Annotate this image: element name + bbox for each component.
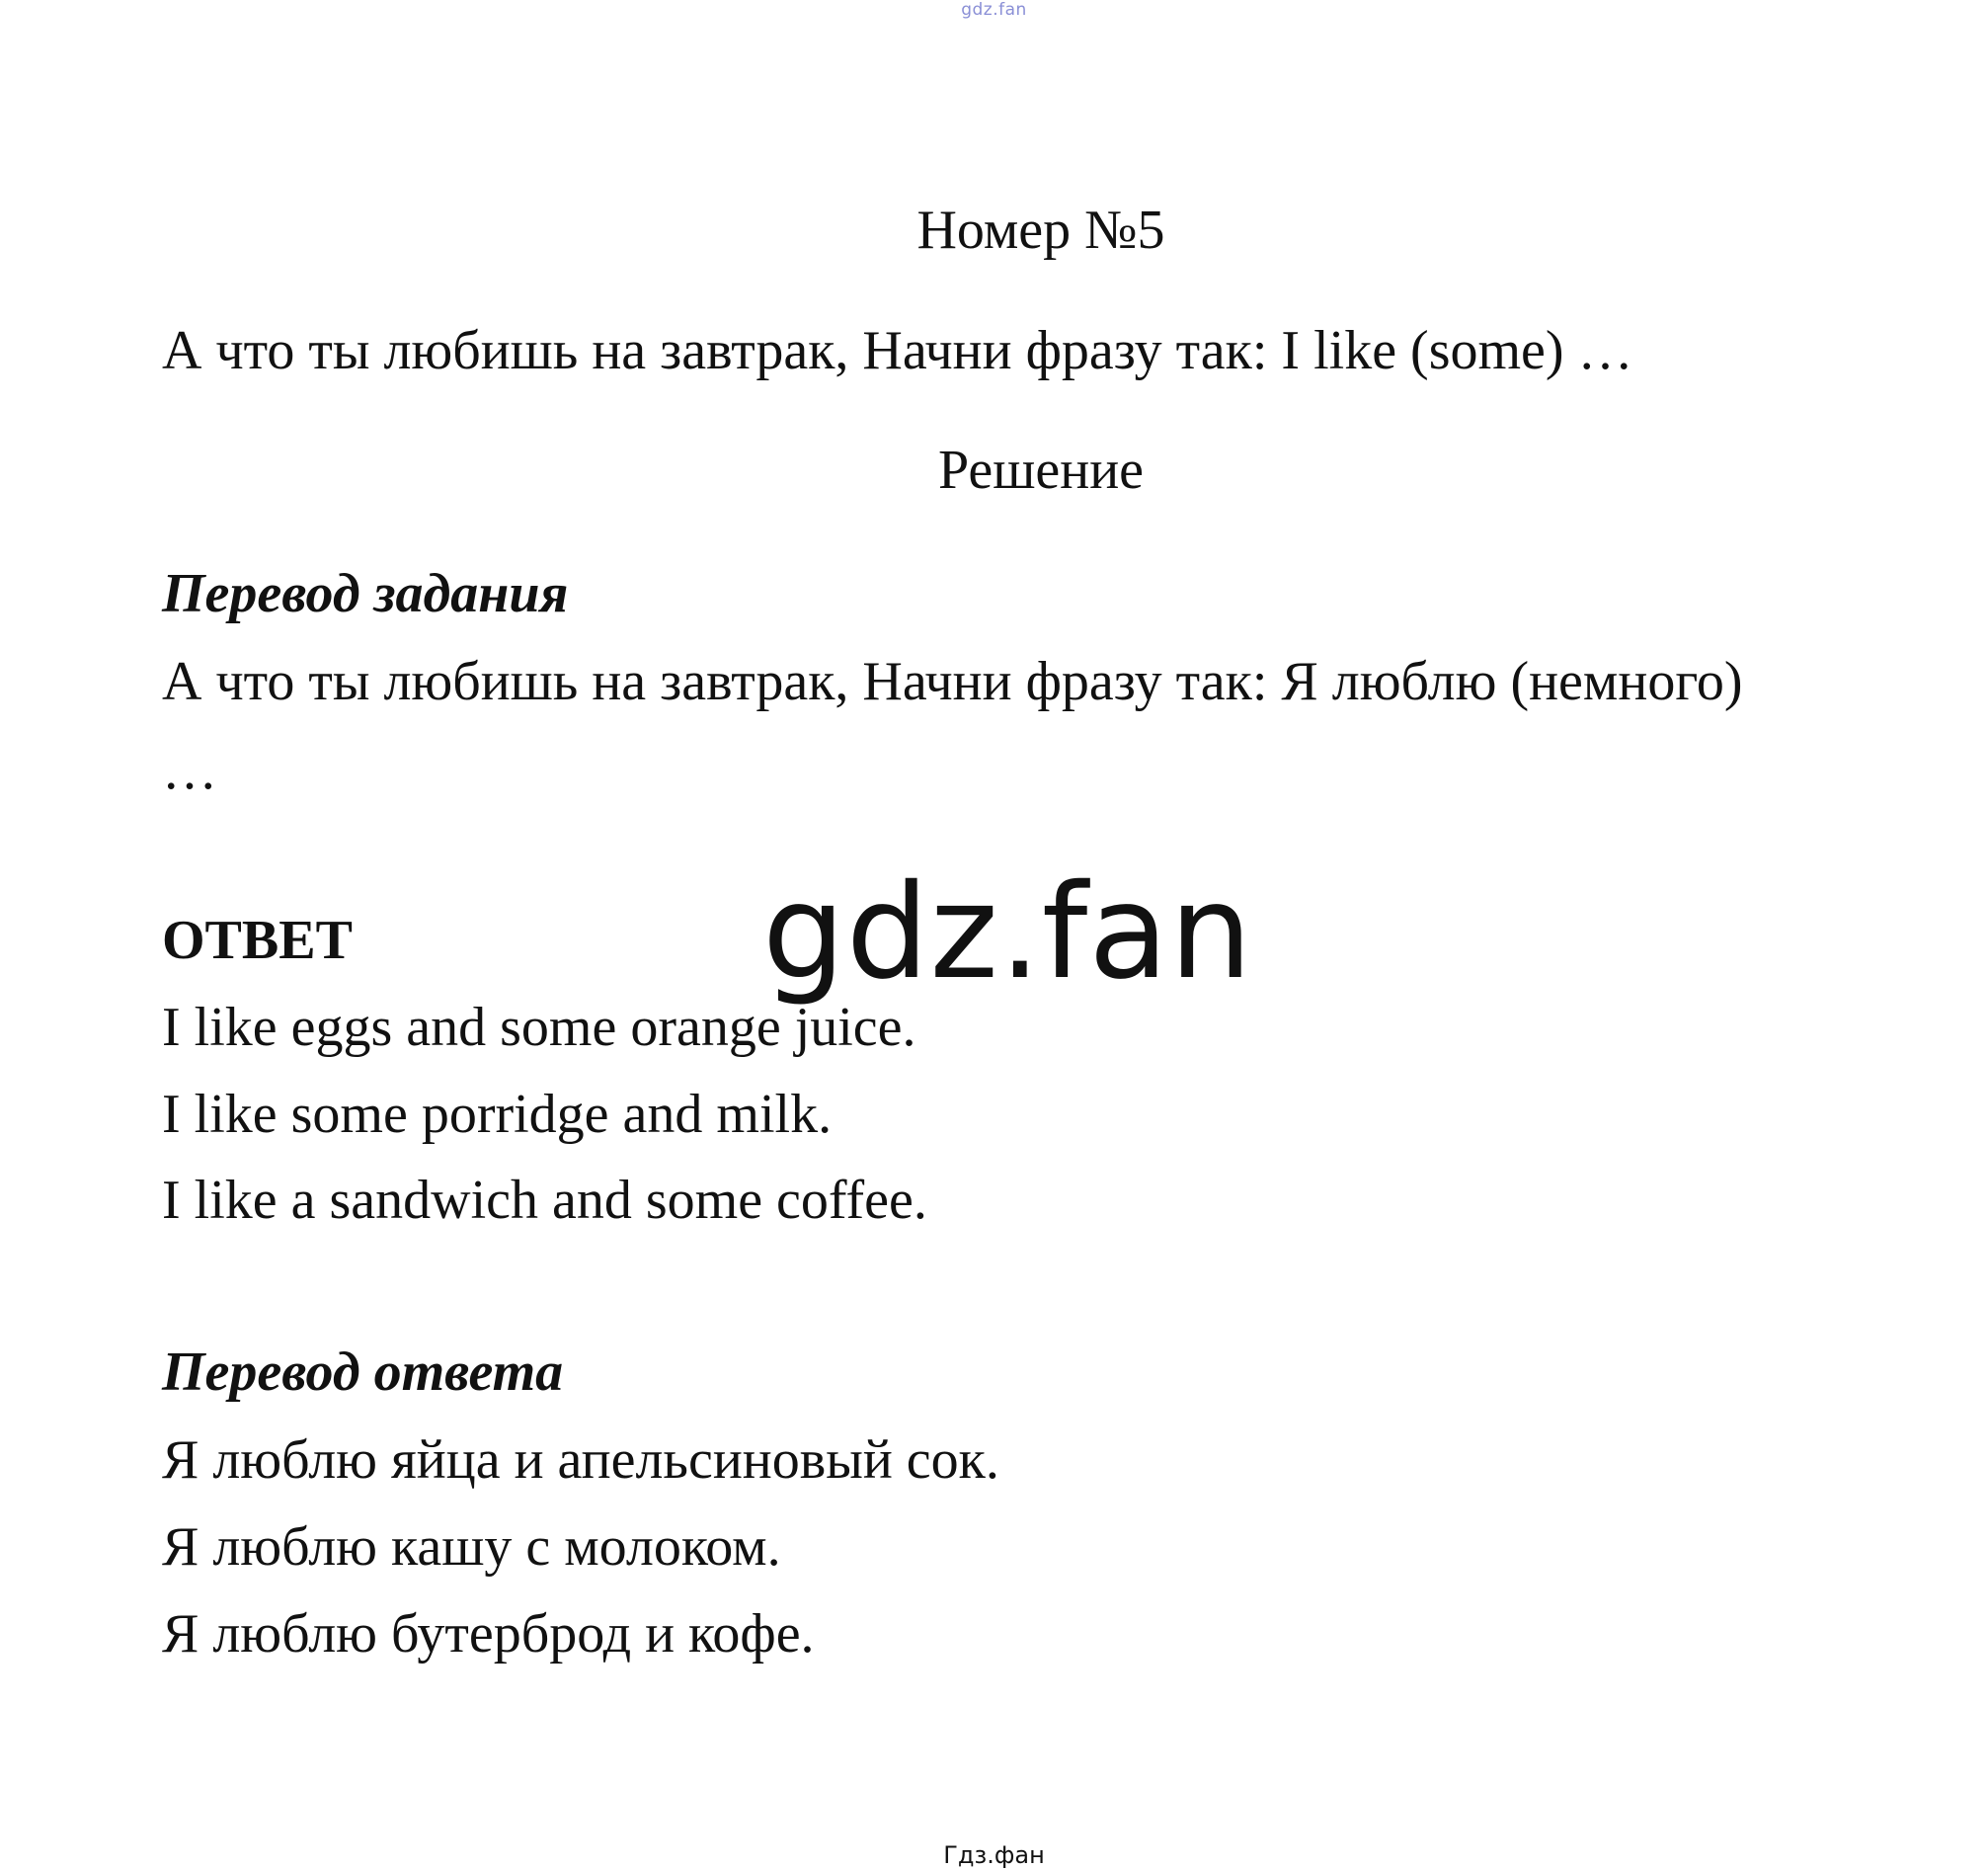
task-translation-line-1: А что ты любишь на завтрак, Начни фразу так: Я люблю (немного)	[162, 651, 1743, 712]
answer-heading: ОТВЕТ	[162, 910, 353, 971]
footer-text: Гдз.фан	[943, 1841, 1045, 1869]
answer-line-1: I like eggs and some orange juice.	[162, 997, 916, 1058]
solution-label: Решение	[937, 440, 1145, 501]
answer-translation-heading: Перевод ответа	[162, 1341, 564, 1403]
answer-translation-line-3: Я люблю бутерброд и кофе.	[162, 1603, 815, 1665]
watermark-overlay: gdz.fan	[762, 856, 1253, 1009]
answer-line-3: I like a sandwich and some coffee.	[162, 1170, 927, 1231]
answer-line-2: I like some porridge and milk.	[162, 1084, 833, 1145]
exercise-title: Номер №5	[916, 200, 1165, 261]
answer-translation-line-1: Я люблю яйца и апельсиновый сок.	[162, 1429, 999, 1491]
answer-translation-line-2: Я люблю кашу с молоком.	[162, 1516, 781, 1578]
task-translation-line-2: …	[162, 740, 217, 801]
top-watermark-text: gdz.fan	[961, 0, 1027, 20]
task-text: А что ты любишь на завтрак, Начни фразу так: I like (some) …	[162, 320, 1633, 381]
task-translation-heading: Перевод задания	[162, 563, 569, 624]
